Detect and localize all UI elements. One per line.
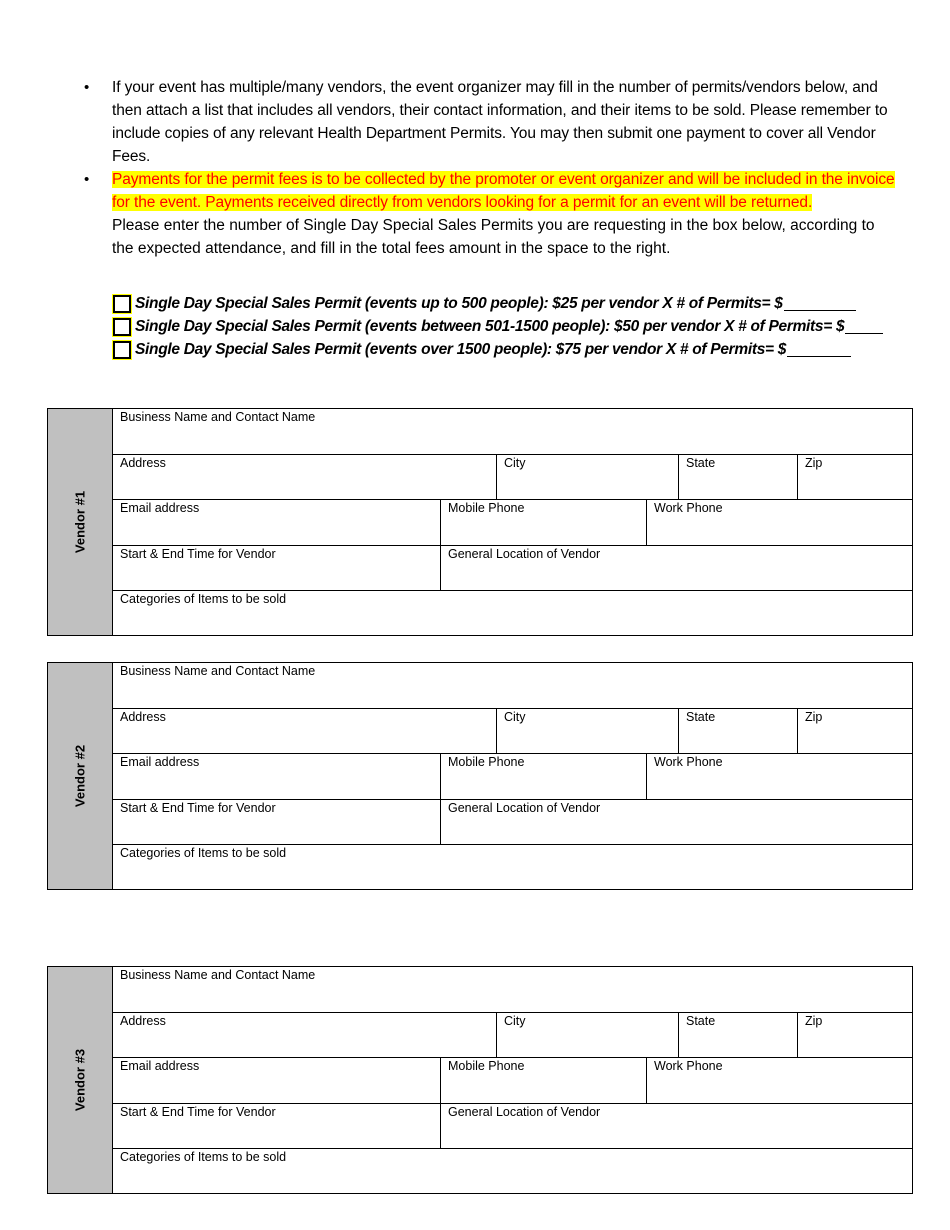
vendor-side-label — [48, 663, 113, 889]
field-label: Categories of Items to be sold — [120, 846, 287, 861]
field-label: Business Name and Contact Name — [120, 410, 316, 424]
field-label: Address — [120, 709, 166, 724]
permit-checkbox[interactable] — [113, 295, 131, 313]
field-label: General Location of Vendor — [448, 800, 601, 815]
city-field[interactable] — [496, 709, 679, 754]
bullet-text-highlighted: Payments for the permit fees is to be collected by the promoter or event organizer and will be included in the invoice for the event. Payments received directly from vendors looking for a permit for an event will be returned. — [112, 171, 895, 211]
row-contact — [113, 754, 912, 800]
mobile-phone-field[interactable] — [440, 754, 646, 799]
row-address — [113, 709, 912, 755]
start-end-time-field[interactable] — [113, 546, 441, 591]
field-label: Email address — [120, 501, 200, 516]
field-label: Work Phone — [654, 1059, 723, 1074]
field-label: Start & End Time for Vendor — [120, 546, 276, 561]
permit-total-field[interactable] — [787, 342, 851, 357]
permit-instructions: Please enter the number of Single Day Special Sales Permits you are requesting in the box below, according to the expected attendance, and fill in the total fees amount in the space to the right. — [112, 217, 875, 257]
general-location-field[interactable] — [440, 800, 912, 845]
address-field[interactable] — [113, 455, 497, 500]
field-label: City — [504, 455, 526, 470]
permit-checkbox[interactable] — [113, 318, 131, 336]
row-categories — [113, 591, 912, 637]
row-contact — [113, 1058, 912, 1104]
row-business — [113, 663, 912, 709]
permit-option-over-1500 — [113, 338, 913, 361]
field-label: State — [686, 1013, 716, 1028]
field-label: State — [686, 455, 716, 470]
field-label: General Location of Vendor — [448, 1104, 601, 1119]
field-label: City — [504, 1013, 526, 1028]
field-label: Mobile Phone — [448, 755, 525, 770]
vendor-block-2 — [47, 662, 913, 890]
field-label: Email address — [120, 1059, 200, 1074]
field-label: Mobile Phone — [448, 1059, 525, 1074]
bullet-dot-icon: • — [84, 79, 90, 96]
city-field[interactable] — [496, 1013, 679, 1058]
business-name-field[interactable] — [113, 409, 912, 454]
start-end-time-field[interactable] — [113, 1104, 441, 1149]
field-label: Work Phone — [654, 755, 723, 770]
permit-option-up-to-500 — [113, 292, 913, 315]
permit-option-501-1500 — [113, 315, 913, 338]
field-label: Mobile Phone — [448, 501, 525, 516]
row-time-location — [113, 800, 912, 846]
field-label: Address — [120, 455, 166, 470]
vendor-block-1 — [47, 408, 913, 636]
bullet-item-payment-warning — [84, 168, 896, 214]
row-categories — [113, 845, 912, 891]
work-phone-field[interactable] — [646, 754, 912, 799]
field-label: General Location of Vendor — [448, 546, 601, 561]
row-contact — [113, 500, 912, 546]
bullet-text: If your event has multiple/many vendors, the event organizer may fill in the number of permits/vendors below, and then attach a list that includes all vendors, their contact information, and their items to be sold. Please remember to include copies of any relevant Health Department Permits. You may then submit one payment to cover all Vendor Fees. — [112, 79, 888, 165]
vendor-side-label — [48, 967, 113, 1193]
field-label: Start & End Time for Vendor — [120, 1104, 276, 1119]
start-end-time-field[interactable] — [113, 800, 441, 845]
field-label: Address — [120, 1013, 166, 1028]
field-label: Business Name and Contact Name — [120, 968, 316, 982]
field-label: City — [504, 709, 526, 724]
business-name-field[interactable] — [113, 967, 912, 1012]
permit-option-label: Single Day Special Sales Permit (events over 1500 people): $75 per vendor X # of Permits= $ — [135, 340, 787, 358]
categories-field[interactable] — [113, 845, 912, 891]
permit-option-label: Single Day Special Sales Permit (events between 501-1500 people): $50 per vendor X # of Permits= $ — [135, 317, 845, 335]
row-time-location — [113, 546, 912, 592]
state-field[interactable] — [678, 1013, 798, 1058]
permit-option-label: Single Day Special Sales Permit (events up to 500 people): $25 per vendor X # of Permits= $ — [135, 294, 783, 312]
vendor-title: Vendor #3 — [72, 1048, 88, 1112]
general-location-field[interactable] — [440, 546, 912, 591]
email-field[interactable] — [113, 500, 441, 545]
vendor-title: Vendor #1 — [72, 490, 88, 554]
permit-total-field[interactable] — [784, 296, 856, 311]
bullet-item-multiple-vendors — [84, 76, 896, 168]
field-label: Start & End Time for Vendor — [120, 800, 276, 815]
row-business — [113, 967, 912, 1013]
vendor-side-label — [48, 409, 113, 635]
row-address — [113, 1013, 912, 1059]
field-label: Zip — [805, 455, 823, 470]
general-location-field[interactable] — [440, 1104, 912, 1149]
work-phone-field[interactable] — [646, 1058, 912, 1103]
permit-options — [113, 292, 913, 361]
zip-field[interactable] — [797, 709, 912, 754]
business-name-field[interactable] — [113, 663, 912, 708]
email-field[interactable] — [113, 754, 441, 799]
zip-field[interactable] — [797, 455, 912, 500]
field-label: Business Name and Contact Name — [120, 664, 316, 678]
state-field[interactable] — [678, 455, 798, 500]
field-label: Categories of Items to be sold — [120, 592, 287, 607]
vendor-block-3 — [47, 966, 913, 1194]
row-time-location — [113, 1104, 912, 1150]
city-field[interactable] — [496, 455, 679, 500]
zip-field[interactable] — [797, 1013, 912, 1058]
work-phone-field[interactable] — [646, 500, 912, 545]
address-field[interactable] — [113, 709, 497, 754]
field-label: Categories of Items to be sold — [120, 1150, 287, 1165]
categories-field[interactable] — [113, 1149, 912, 1195]
categories-field[interactable] — [113, 591, 912, 637]
mobile-phone-field[interactable] — [440, 1058, 646, 1103]
bullet-dot-icon: • — [84, 171, 90, 188]
row-address — [113, 455, 912, 501]
info-bullet-list — [84, 76, 896, 214]
state-field[interactable] — [678, 709, 798, 754]
email-field[interactable] — [113, 1058, 441, 1103]
row-business — [113, 409, 912, 455]
permit-total-field[interactable] — [845, 319, 883, 334]
address-field[interactable] — [113, 1013, 497, 1058]
permit-checkbox[interactable] — [113, 341, 131, 359]
mobile-phone-field[interactable] — [440, 500, 646, 545]
vendor-title: Vendor #2 — [72, 744, 88, 808]
field-label: Zip — [805, 709, 823, 724]
field-label: Work Phone — [654, 501, 723, 516]
field-label: State — [686, 709, 716, 724]
field-label: Zip — [805, 1013, 823, 1028]
row-categories — [113, 1149, 912, 1195]
field-label: Email address — [120, 755, 200, 770]
